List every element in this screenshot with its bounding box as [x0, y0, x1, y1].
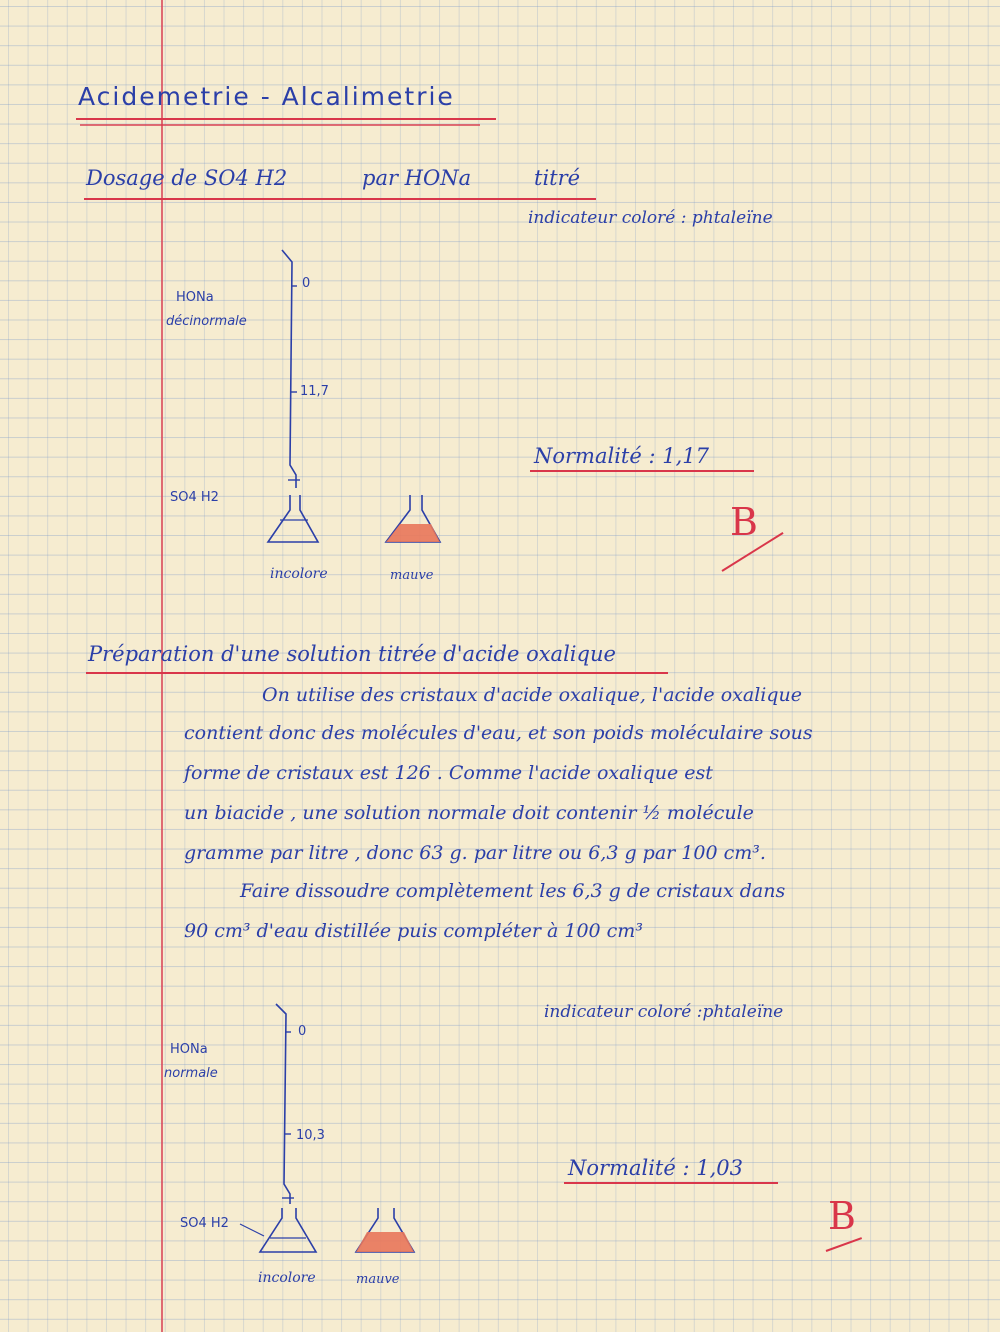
section1-heading-titrant: titré: [534, 166, 581, 190]
title-underline-2: [80, 124, 480, 126]
section1-burette-label-2: décinormale: [166, 314, 247, 329]
section1-titration-diagram: [260, 250, 460, 540]
section2-tick-reading: 10,3: [296, 1128, 325, 1143]
section2-result-underline: [564, 1182, 778, 1184]
section2-result: Normalité : 1,03: [568, 1156, 743, 1180]
section2-flask-left-caption: incolore: [258, 1270, 316, 1286]
section1-grade: B: [730, 500, 758, 544]
section1-result-underline: [530, 470, 754, 472]
section2-burette-label: HONa: [170, 1042, 208, 1057]
section2-flask-right-caption: mauve: [356, 1272, 400, 1287]
section1-tick-zero: 0: [302, 276, 311, 291]
section2-grade: B: [828, 1194, 856, 1238]
section2-tick-zero: 0: [298, 1024, 307, 1039]
section2-titration-diagram: [230, 1004, 430, 1264]
paragraph-line: contient donc des molécules d'eau, et son poids moléculaire sous: [184, 722, 813, 744]
section2-burette-label-2: normale: [164, 1066, 218, 1081]
paragraph-line: forme de cristaux est 126 . Comme l'acide oxalique est: [184, 762, 713, 784]
paragraph-line: 90 cm³ d'eau distillée puis compléter à 100 cm³: [184, 920, 643, 942]
section1-flask-right-caption: mauve: [390, 568, 434, 583]
section2-flask-label: SO4 H2: [180, 1216, 229, 1231]
section1-heading: Dosage de SO4 H2: [86, 166, 288, 190]
paragraph-line: un biacide , une solution normale doit contenir ½ molécule: [184, 802, 754, 824]
section1-indicator: indicateur coloré : phtaleïne: [528, 208, 773, 228]
section2-underline: [86, 672, 668, 674]
section1-burette-label: HONa: [176, 290, 214, 305]
section2-heading: Préparation d'une solution titrée d'acide oxalique: [88, 642, 616, 666]
section1-tick-reading: 11,7: [300, 384, 329, 399]
section2-indicator: indicateur coloré :phtaleïne: [544, 1002, 784, 1022]
paragraph-line: Faire dissoudre complètement les 6,3 g de cristaux dans: [240, 880, 786, 902]
title-underline: [76, 118, 496, 120]
section1-underline: [84, 198, 596, 200]
paragraph-line: gramme par litre , donc 63 g. par litre ou 6,3 g par 100 cm³.: [184, 842, 766, 864]
section1-flask-label: SO4 H2: [170, 490, 219, 505]
section1-result: Normalité : 1,17: [534, 444, 709, 468]
paragraph-line: On utilise des cristaux d'acide oxalique, l'acide oxalique: [262, 684, 802, 706]
page-title: Acidemetrie - Alcalimetrie: [78, 82, 455, 111]
section1-heading-by: par HONa: [362, 166, 472, 190]
section2-grade-slash: [826, 1237, 862, 1252]
section1-flask-left-caption: incolore: [270, 566, 328, 582]
